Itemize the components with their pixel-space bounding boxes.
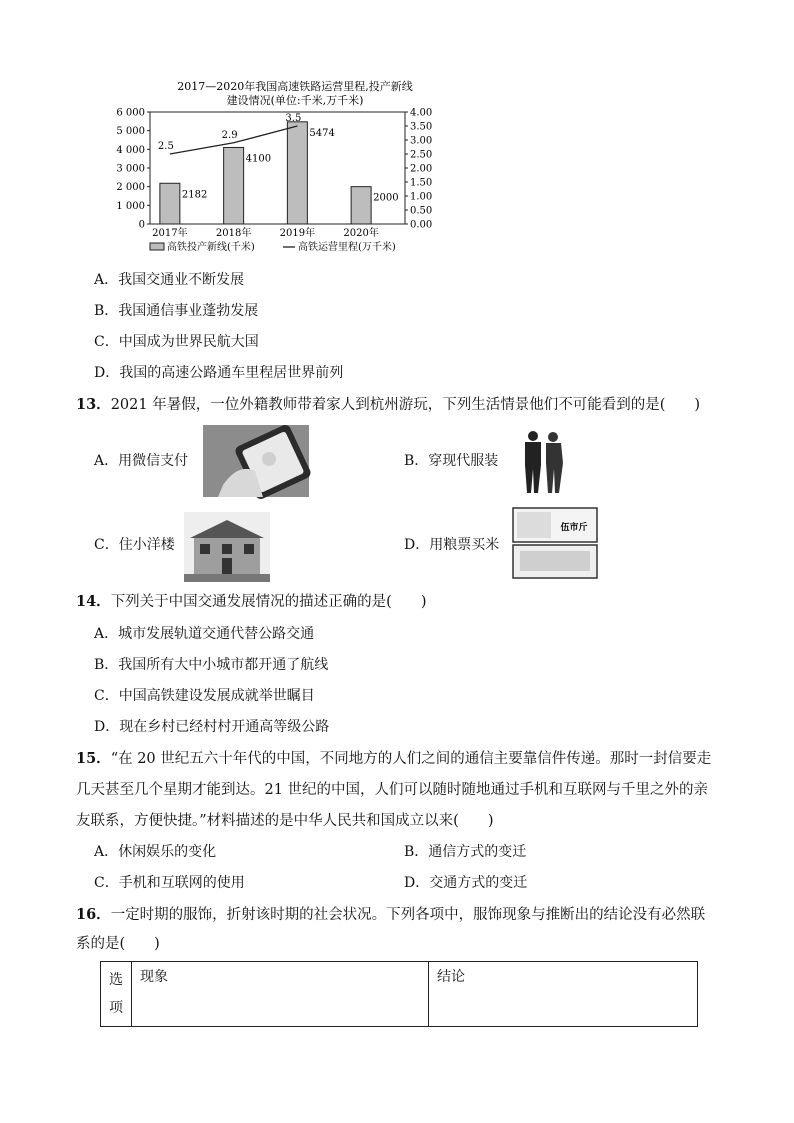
q14-option-a[interactable]: A．城市发展轨道交通代替公路交通 — [94, 626, 315, 642]
q16-number: 16． — [76, 906, 111, 923]
q13-option-b[interactable]: B．穿现代服装 — [404, 453, 499, 469]
left-tick-label: 1 000 — [116, 200, 145, 212]
bar-value-label: 4100 — [245, 153, 272, 165]
q15-line-3: 友联系，方便快捷。”材料描述的是中华人民共和国成立以来( ) — [76, 813, 494, 829]
q14-number: 14． — [76, 593, 111, 610]
chart-subtitle: 建设情况(单位:千米,万千米) — [226, 94, 364, 107]
line-value-label: 2.5 — [157, 141, 174, 152]
wechat-pay-photo — [203, 425, 309, 497]
table-header-conclusion: 结论 — [429, 962, 698, 1027]
bar-value-label: 2182 — [181, 189, 208, 201]
table-header-phenomenon: 现象 — [132, 962, 429, 1027]
right-tick-label: 3.00 — [410, 135, 433, 147]
q13-stem — [76, 394, 700, 416]
x-tick-label: 2020年 — [343, 228, 379, 239]
left-tick-label: 6 000 — [116, 107, 145, 119]
bar-value-label: 5474 — [309, 127, 335, 139]
legend-bar-label: 高铁投产新线(千米) — [167, 242, 255, 253]
bar-new-line — [287, 122, 307, 224]
q15-option-c[interactable]: C．手机和互联网的使用 — [94, 875, 245, 891]
q14-option-c[interactable]: C．中国高铁建设发展成就举世瞩目 — [94, 688, 315, 704]
q15-number: 15． — [76, 750, 111, 767]
legend-line-label: 高铁运营里程(万千米) — [298, 242, 396, 253]
q13-text: 2021 年暑假，一位外籍教师带着家人到杭州游玩，下列生活情景他们不可能看到的是( ) — [110, 397, 701, 413]
q13-option-d[interactable]: D．用粮票买米 — [404, 537, 500, 553]
q14-option-b[interactable]: B．我国所有大中小城市都开通了航线 — [94, 657, 329, 673]
phone-payment-image — [203, 425, 309, 497]
q13-option-a[interactable]: A．用微信支付 — [94, 453, 189, 469]
q14-stem — [76, 591, 427, 613]
q16-line-1 — [76, 904, 705, 926]
q15-option-a[interactable]: A．休闲娱乐的变化 — [94, 844, 217, 860]
bar-value-label: 2000 — [373, 192, 399, 204]
x-tick-label: 2018年 — [215, 228, 252, 239]
table-header-option: 选项 — [101, 962, 132, 1027]
q14-text: 下列关于中国交通发展情况的描述正确的是( ) — [110, 594, 427, 610]
left-tick-label: 5 000 — [116, 126, 145, 138]
q12-option-d[interactable]: D．我国的高速公路通车里程居世界前列 — [94, 365, 344, 381]
line-value-label: 2.9 — [221, 129, 238, 141]
x-tick-label: 2017年 — [152, 228, 188, 239]
right-tick-label: 0.00 — [410, 219, 433, 231]
q13-option-c[interactable]: C．住小洋楼 — [94, 537, 175, 553]
right-tick-label: 0.50 — [410, 205, 433, 217]
chart-title: 2017—2020年我国高速铁路运营里程,投产新线 — [177, 80, 413, 93]
left-tick-label: 4 000 — [116, 144, 145, 156]
left-tick-label: 0 — [138, 219, 145, 231]
right-tick-label: 3.50 — [410, 121, 433, 133]
grain-ticket-image — [512, 507, 598, 579]
left-tick-label: 2 000 — [116, 182, 145, 194]
line-value-label: 3.5 — [285, 113, 302, 124]
bar-new-line — [160, 183, 180, 224]
q13-number: 13． — [76, 396, 111, 413]
left-tick-label: 3 000 — [116, 163, 145, 175]
q15-option-b[interactable]: B．通信方式的变迁 — [404, 844, 527, 860]
q15-line-2: 几天甚至几个星期才能到达。21 世纪的中国，人们可以随时随地通过手机和互联网与千里之外的亲 — [76, 782, 709, 798]
x-tick-label: 2019年 — [279, 228, 316, 239]
right-tick-label: 4.00 — [410, 107, 433, 119]
q12-option-a[interactable]: A．我国交通业不断发展 — [94, 272, 245, 288]
house-image — [184, 512, 270, 582]
legend-bar-swatch — [150, 243, 164, 250]
q12-option-b[interactable]: B．我国通信事业蓬勃发展 — [94, 303, 259, 319]
q12-option-c[interactable]: C．中国成为世界民航大国 — [94, 334, 259, 350]
q16-text-1: 一定时期的服饰，折射该时期的社会状况。下列各项中，服饰现象与推断出的结论没有必然联 — [110, 907, 706, 923]
bar-new-line — [351, 187, 371, 224]
q16-line-2: 系的是( ) — [76, 936, 160, 952]
western-house-photo — [184, 512, 270, 582]
q15-line-1 — [76, 748, 711, 770]
grain-ticket-label: 伍市斤 — [560, 523, 588, 533]
right-tick-label: 2.50 — [410, 149, 433, 161]
right-tick-label: 1.50 — [410, 177, 433, 189]
rail-chart — [116, 74, 450, 260]
q14-option-d[interactable]: D．现在乡村已经村村开通高等级公路 — [94, 719, 330, 735]
grain-ticket-photo — [512, 507, 598, 579]
right-tick-label: 1.00 — [410, 191, 433, 203]
q16-table — [100, 961, 698, 1027]
right-tick-label: 2.00 — [410, 163, 433, 175]
bar-new-line — [224, 147, 244, 224]
table-header-row — [101, 962, 698, 1027]
q15-option-d[interactable]: D．交通方式的变迁 — [404, 875, 528, 891]
modern-clothes-photo — [519, 429, 567, 495]
people-figure-image — [519, 429, 567, 495]
q15-text-1: “在 20 世纪五六十年代的中国，不同地方的人们之间的通信主要靠信件传递。那时一封信要走 — [110, 751, 712, 767]
rail-chart-svg — [116, 74, 450, 260]
